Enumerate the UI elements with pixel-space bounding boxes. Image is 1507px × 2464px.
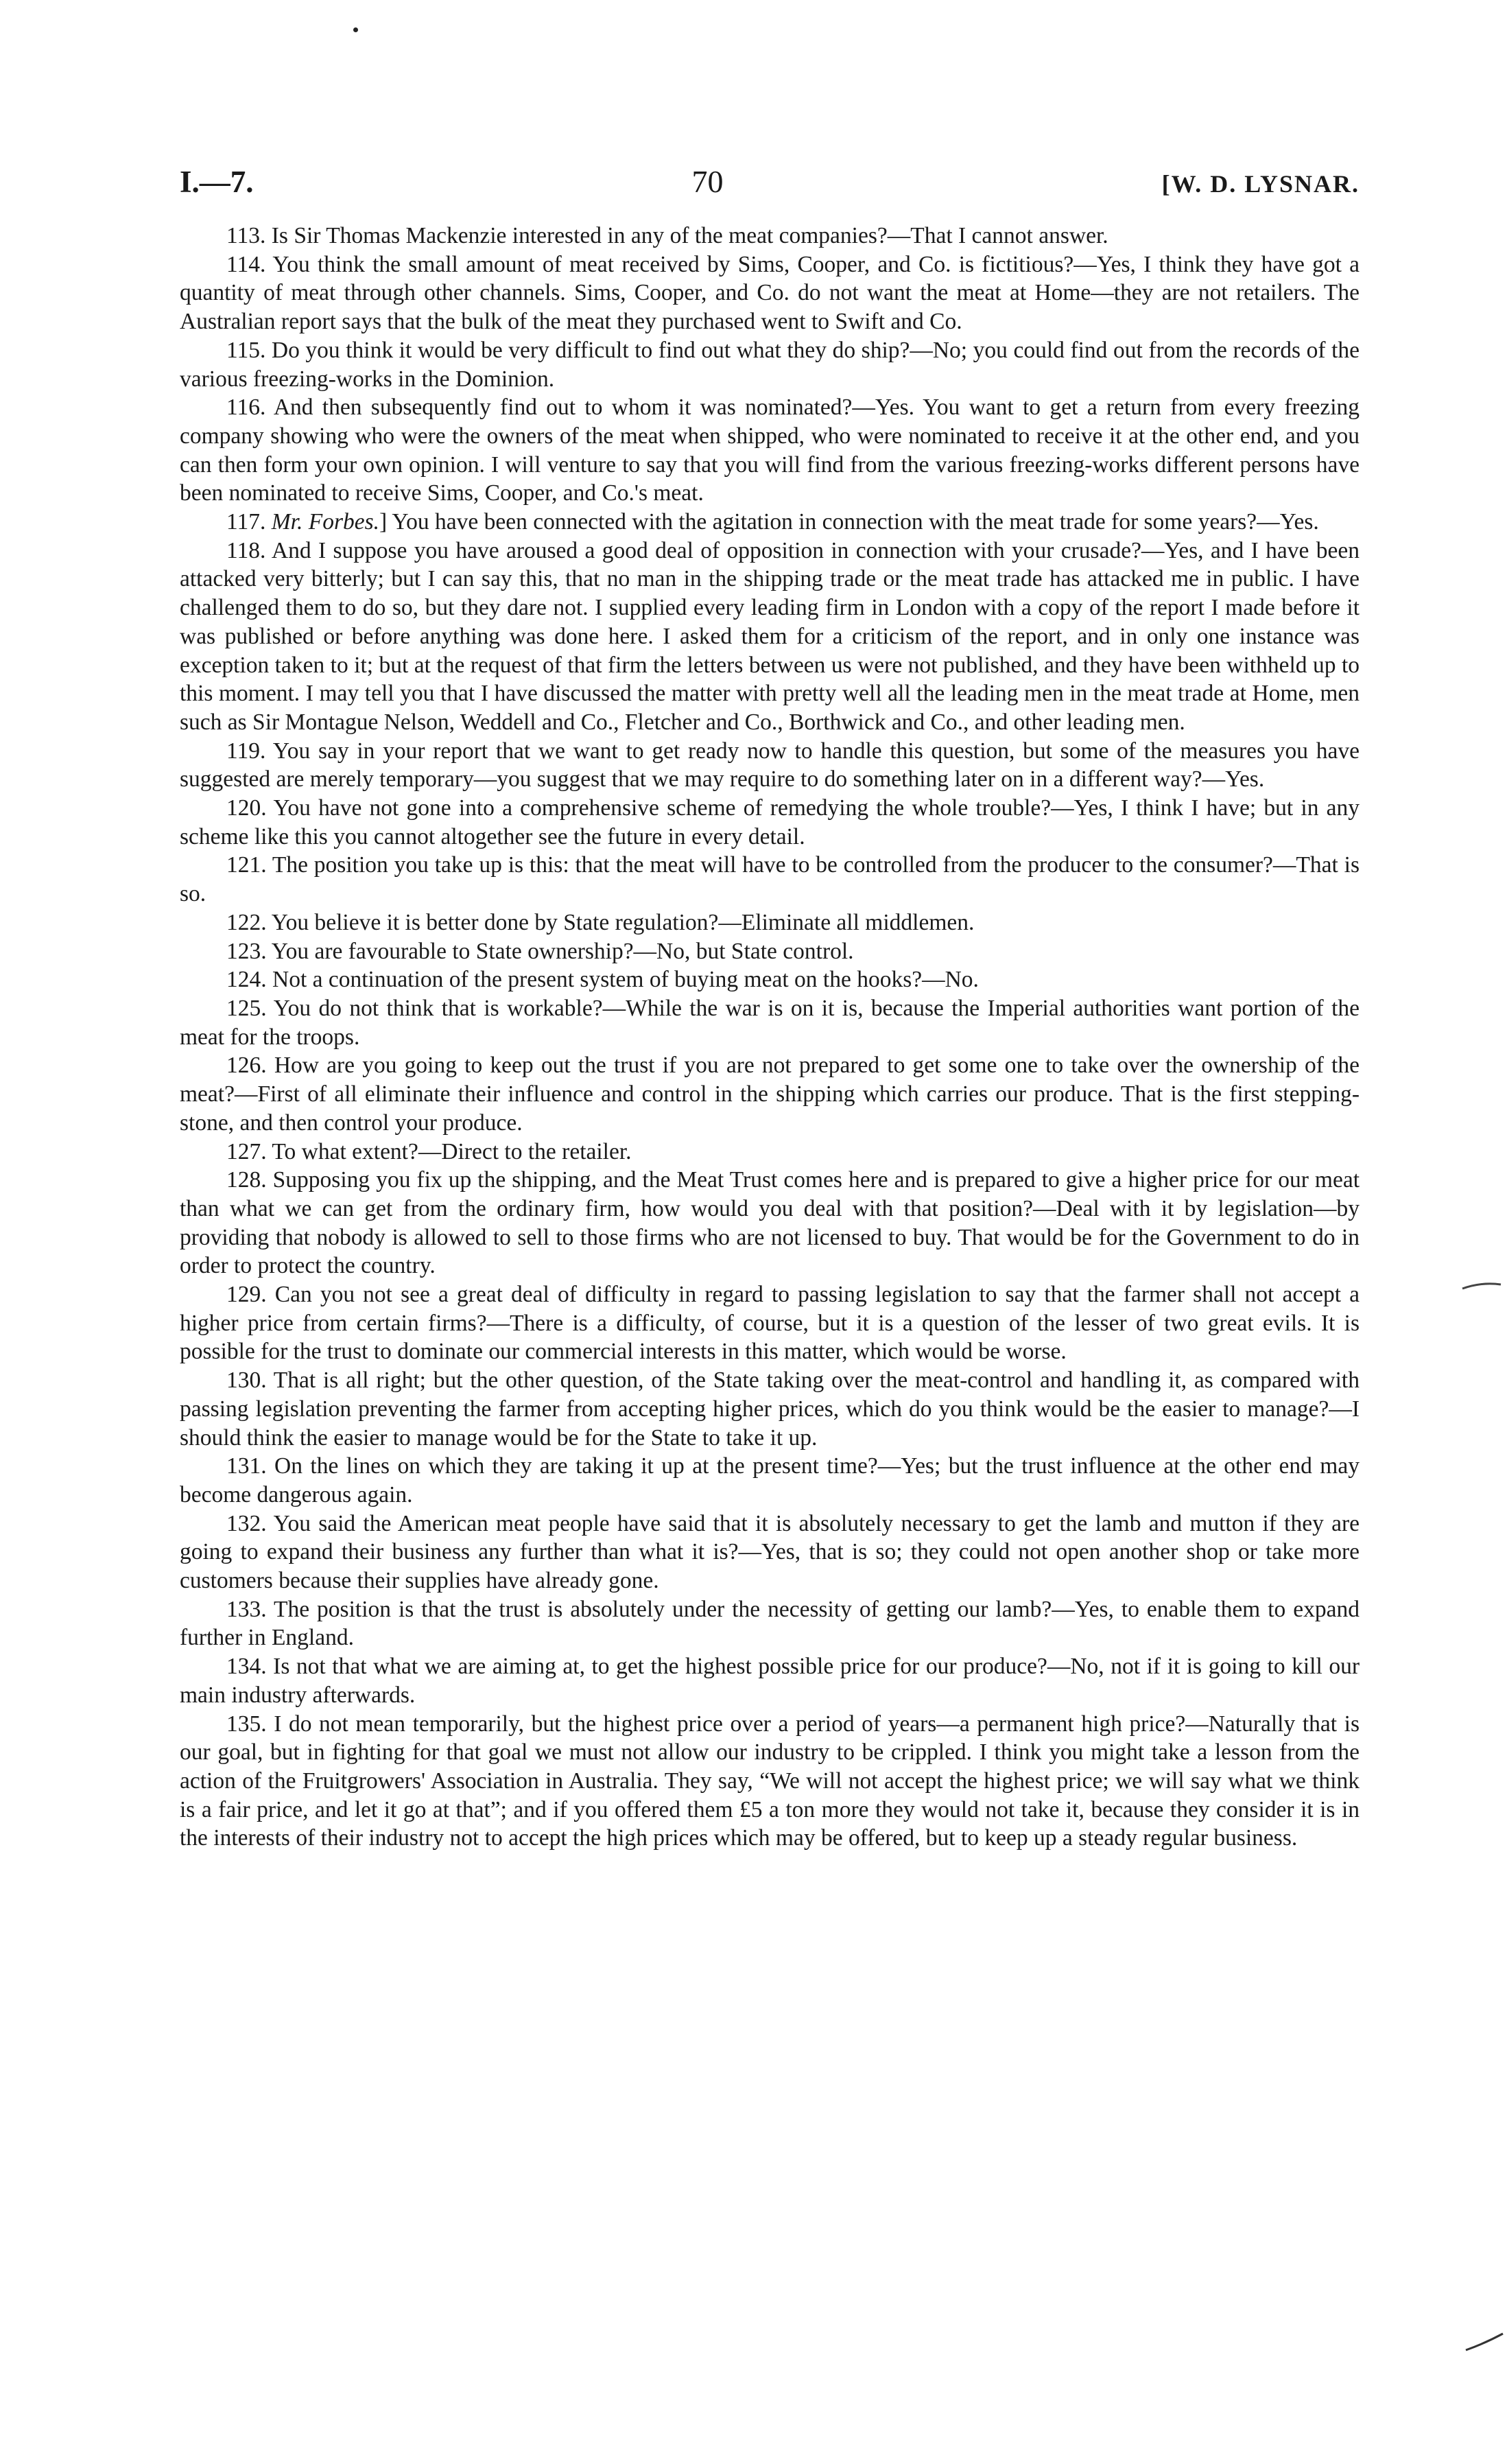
- question-118: 118. And I suppose you have aroused a good deal of opposition in connection with your crusade?—Yes, and I have been attacked very bitterly; but I can say this, that no man in the shipping trade or the meat trade has attacked me in public. I have challenged them to do so, but they dare not. I supplied every leading firm in London with a copy of the report I made before it was published or before anything was done here. I asked them for a criticism of the report, and in only one instance was exception taken to it; but at the request of that firm the letters between us were not published, and they have been withheld up to this moment. I may tell you that I have discussed the matter with pretty well all the leading men in the meat trade at Home, men such as Sir Montague Nelson, Weddell and Co., Fletcher and Co., Borthwick and Co., and other leading men.: [180, 537, 1360, 735]
- question-120: 120. You have not gone into a comprehensive scheme of remedying the whole trouble?—Yes, I think I have; but in any scheme like this you cannot altogether see the future in every detail.: [180, 795, 1360, 849]
- question-123: 123. You are favourable to State ownership?—No, but State control.: [226, 938, 854, 964]
- stray-ink-dot: [353, 27, 358, 32]
- witness-name: [W. D. LYSNAR.: [1161, 170, 1360, 198]
- margin-pencil-mark-bottom: [1464, 2330, 1506, 2357]
- question-122: 122. You believe it is better done by State regulation?—Eliminate all middlemen.: [226, 909, 975, 935]
- transcript-body: [180, 222, 1360, 1853]
- page-header: [180, 163, 1360, 200]
- page-number: 70: [691, 164, 724, 199]
- question-114: 114. You think the small amount of meat received by Sims, Cooper, and Co. is fictitious?—Yes, I think they have got a quantity of meat through other channels. Sims, Cooper, and Co. do not want the meat at Home—they are not retailers. The Australian report says that the bulk of the meat they purchased went to Swift and Co.: [180, 251, 1360, 335]
- question-113: 113. Is Sir Thomas Mackenzie interested in any of the meat companies?—That I cannot answer.: [226, 223, 1108, 248]
- question-132: 132. You said the American meat people have said that it is absolutely necessary to get the lamb and mutton if they are going to expand their business any further than what it is?—Yes, that is so; they could not open another shop or take more customers because their supplies have already gone.: [180, 1510, 1360, 1594]
- question-116: 116. And then subsequently find out to whom it was nominated?—Yes. You want to get a return from every freezing company showing who were the owners of the meat when shipped, who were nominated to receive it at the other end, and you can then form your own opinion. I will venture to say that you will find from the various freezing-works different persons have been nominated to receive Sims, Cooper, and Co.'s meat.: [180, 395, 1360, 506]
- question-134: 134. Is not that what we are aiming at, to get the highest possible price for our produce?—No, not if it is going to kill our main industry afterwards.: [180, 1654, 1360, 1708]
- question-124: 124. Not a continuation of the present system of buying meat on the hooks?—No.: [226, 967, 979, 993]
- question-number: 117.: [226, 509, 272, 535]
- question-121: 121. The position you take up is this: that the meat will have to be controlled from the producer to the consumer?—That is so.: [180, 852, 1360, 907]
- question-129: 129. Can you not see a great deal of difficulty in regard to passing legislation to say that the farmer shall not accept a higher price from certain firms?—There is a difficulty, of course, but it is a question of the lesser of two great evils. It is possible for the trust to dominate our commercial interests in this matter, which would be worse.: [180, 1282, 1360, 1365]
- question-text: ] You have been connected with the agitation in connection with the meat trade for some years?—Yes.: [379, 509, 1319, 535]
- question-117: [180, 508, 1360, 537]
- question-126: 126. How are you going to keep out the trust if you are not prepared to get some one to take over the ownership of the meat?—First of all eliminate their influence and control in the shipping which carries our produce. That is the first stepping-stone, and then control your produce.: [180, 1053, 1360, 1136]
- question-133: 133. The position is that the trust is absolutely under the necessity of getting our lamb?—Yes, to enable them to expand further in England.: [180, 1596, 1360, 1651]
- speaker-name: Mr. Forbes.: [271, 509, 380, 535]
- question-127: 127. To what extent?—Direct to the retailer.: [226, 1138, 632, 1164]
- question-135: 135. I do not mean temporarily, but the highest price over a period of years—a permanent high price?—Naturally that is our goal, but in fighting for that goal we must not allow our industry to be crippled. I think you might take a lesson from the action of the Fruitgrowers' Association in Australia. They say, “We will not accept the highest price; we will say what we think is a fair price, and let it go at that”; and if you offered them £5 a ton more they would not take it, because they consider it is in the interests of their industry not to accept the high prices which may be offered, but to keep up a steady regular business.: [180, 1711, 1360, 1851]
- question-130: 130. That is all right; but the other question, of the State taking over the meat-control and handling it, as compared with passing legislation preventing the farmer from accepting higher prices, which do you think would be the easier to manage?—I should think the easier to manage would be for the State to take it up.: [180, 1368, 1360, 1451]
- question-115: 115. Do you think it would be very difficult to find out what they do ship?—No; you could find out from the records of the various freezing-works in the Dominion.: [180, 337, 1360, 392]
- margin-pencil-mark-top: [1461, 1276, 1502, 1297]
- question-131: 131. On the lines on which they are taking it up at the present time?—Yes; but the trust influence at the other end may become dangerous again.: [180, 1453, 1360, 1507]
- question-119: 119. You say in your report that we want to get ready now to handle this question, but some of the measures you have suggested are merely temporary—you suggest that we may require to do something later on in a different way?—Yes.: [180, 738, 1360, 793]
- question-128: 128. Supposing you fix up the shipping, and the Meat Trust comes here and is prepared to give a higher price for our meat than what we can get from the ordinary firm, how would you deal with that position?—Deal with it by legislation—by providing that nobody is allowed to sell to those firms who are not licensed to buy. That would be for the Government to do in order to protect the country.: [180, 1167, 1360, 1279]
- paper-reference: I.—7.: [180, 165, 254, 199]
- document-page: [180, 163, 1360, 1853]
- question-125: 125. You do not think that is workable?—While the war is on it is, because the Imperial authorities want portion of the meat for the troops.: [180, 995, 1360, 1050]
